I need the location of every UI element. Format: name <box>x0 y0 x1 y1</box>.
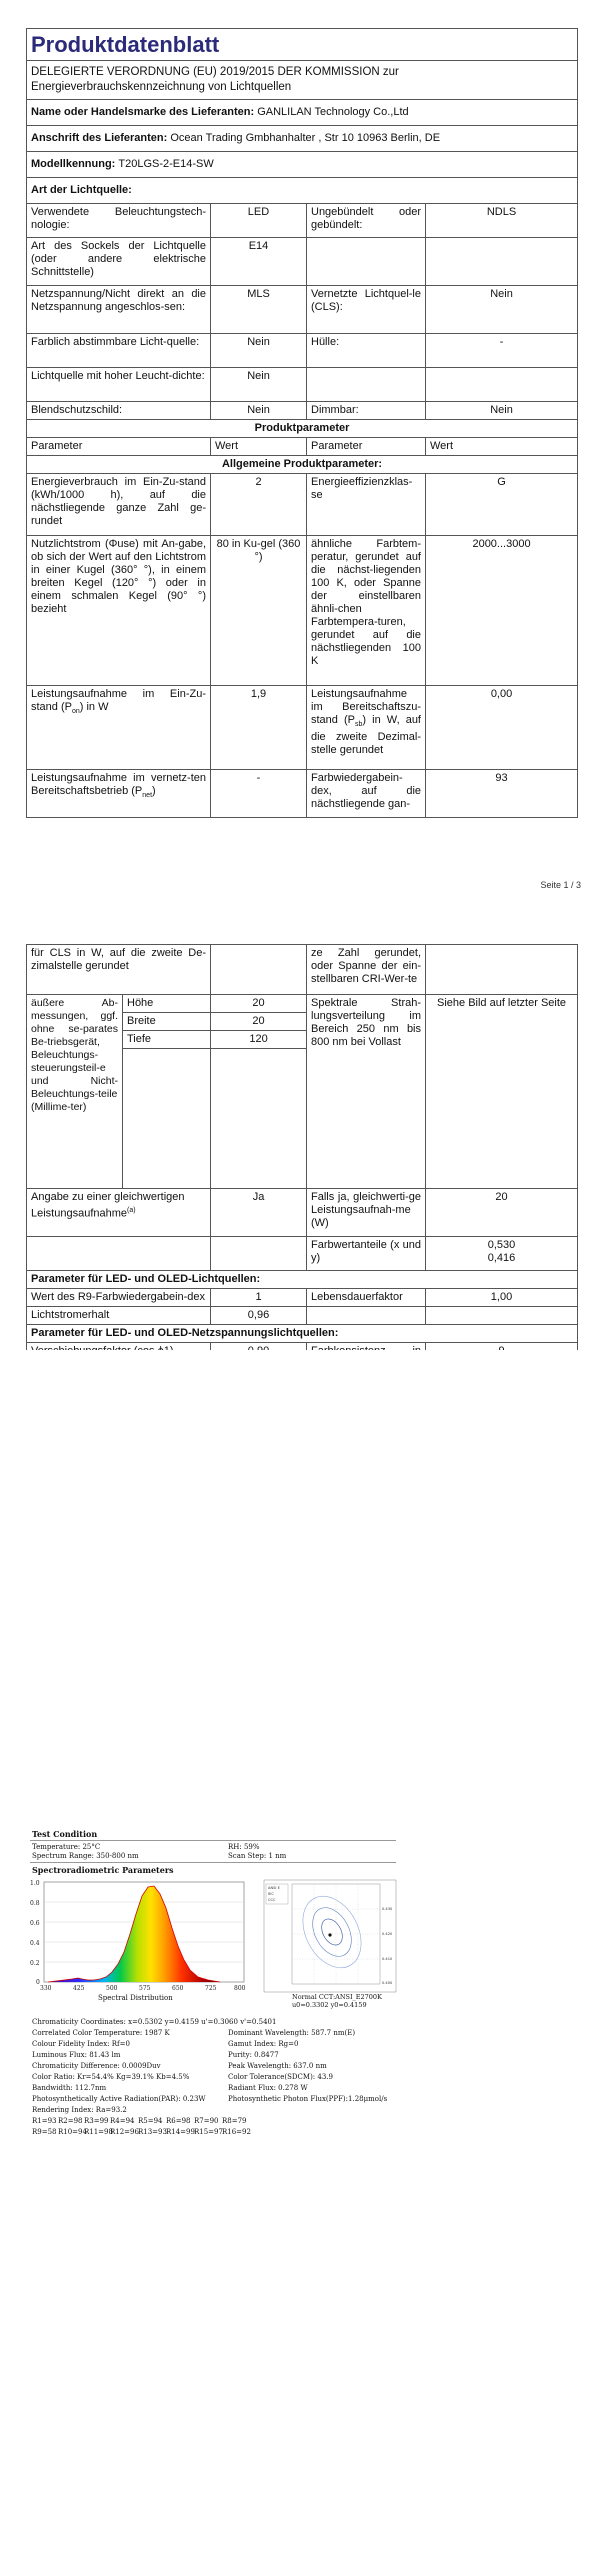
y-tick: 0 <box>36 1979 40 1986</box>
temperature: Temperature: 25°C <box>32 1843 101 1851</box>
r9-label: Wert des R9-Farbwiedergabein-dex <box>27 1289 211 1307</box>
energy-value: 2 <box>211 474 307 536</box>
r-value: R15=97 <box>194 2128 223 2136</box>
divider <box>30 1840 396 1841</box>
r-value: R1=93 <box>32 2117 57 2125</box>
x-tick: 800 <box>234 1985 246 1992</box>
y-tick: 0.4 <box>30 1940 40 1947</box>
r-value: R4=94 <box>110 2117 135 2125</box>
x-tick: 425 <box>73 1985 85 1992</box>
document-title: Produktdatenblatt <box>27 29 578 61</box>
antiglare-value: Nein <box>211 402 307 420</box>
address-row <box>27 126 578 152</box>
cap-value: E14 <box>211 238 307 286</box>
divider <box>30 1862 396 1863</box>
measured-point <box>328 1933 331 1936</box>
tech-label: Verwendete Beleuchtungstech-nologie: <box>27 204 211 238</box>
fidelity-index: Colour Fidelity Index: Rf=0 <box>32 2040 130 2048</box>
equiv-power-value: 20 <box>426 1189 578 1237</box>
type-header: Art der Lichtquelle: <box>27 178 578 204</box>
envelope-label: Hülle: <box>307 334 426 368</box>
cri-label: Farbwiedergabein-dex, auf die nächstliegende gan- <box>307 770 426 818</box>
tech-value: LED <box>211 204 307 238</box>
dims-label: äußere Ab-messungen, ggf. ohne se-parates Be-triebsgerät, Beleuchtungs-steuerungsteil-e und Nicht-Beleuchtungs-teile (Millime-ter) <box>27 995 123 1189</box>
model-label: Modellkennung: <box>31 158 116 170</box>
dimmable-value: Nein <box>426 402 578 420</box>
spectral-value: Siehe Bild auf letzter Seite <box>426 995 578 1189</box>
chromaticity-difference: Chromaticity Difference: 0.0009Duv <box>32 2062 161 2070</box>
envelope-value: - <box>426 334 578 368</box>
y-tick: 0.420 <box>382 1932 393 1936</box>
r-value: R7=90 <box>194 2117 219 2125</box>
x-tick: 330 <box>40 1985 52 1992</box>
peak-wavelength: Peak Wavelength: 637.0 nm <box>228 2062 327 2070</box>
ppf: Photosynthetic Photon Flux(PPF):1.28μmol/s <box>228 2095 388 2103</box>
cri-value: 93 <box>426 770 578 818</box>
cie-caption-1: Normal CCT:ANSI_E2700K <box>292 1993 382 2001</box>
page-3-test-report <box>0 1350 603 2560</box>
supplier-label: Name oder Handelsmarke des Lieferanten: <box>31 106 255 118</box>
energy-class-label: Energieeffizienzklas-se <box>307 474 426 536</box>
bandwidth: Bandwidth: 112.7nm <box>32 2084 107 2092</box>
y-tick: 0.2 <box>30 1960 40 1967</box>
dim-name-height: Höhe <box>123 995 211 1013</box>
rendering-index: Rendering Index: Ra=93.2 <box>32 2106 127 2114</box>
energy-label: Energieverbrauch im Ein-Zu-stand (kWh/1000 h), auf die nächstliegende ganze Zahl ge-rundet <box>27 474 211 536</box>
chroma-value: 0,530 0,416 <box>426 1237 578 1271</box>
r-value: R3=99 <box>84 2117 109 2125</box>
empty-cell <box>426 238 578 286</box>
y-tick: 1.0 <box>30 1880 40 1887</box>
dominant-wavelength: Dominant Wavelength: 587.7 nm(E) <box>228 2029 356 2037</box>
x-tick: 500 <box>106 1985 118 1992</box>
col-header-parameter: Parameter <box>27 438 211 456</box>
life-label: Lebensdauerfaktor <box>307 1289 426 1307</box>
energy-class-value: G <box>426 474 578 536</box>
y-tick: 0.400 <box>382 1981 393 1985</box>
model-row <box>27 152 578 178</box>
color-ratio: Color Ratio: Kr=54.4% Kg=39.1% Kb=4.5% <box>32 2073 190 2081</box>
dim-value-depth: 120 <box>211 1031 307 1049</box>
r-value: R2=98 <box>58 2117 83 2125</box>
spectral-label: Spektrale Strah-lungsverteilung im Bereich 250 nm bis 800 nm bei Vollast <box>307 995 426 1189</box>
model-value: T20LGS-2-E14-SW <box>118 158 214 170</box>
r-value: R16=92 <box>222 2128 251 2136</box>
empty-cell <box>426 368 578 402</box>
r-value: R9=58 <box>32 2128 57 2136</box>
high-luminance-label: Lichtquelle mit hoher Leucht-dichte: <box>27 368 211 402</box>
tunable-value: Nein <box>211 334 307 368</box>
life-value: 1,00 <box>426 1289 578 1307</box>
y-tick: 0.8 <box>30 1900 40 1907</box>
dim-name-depth: Tiefe <box>123 1031 211 1049</box>
cct: Correlated Color Temperature: 1987 K <box>32 2029 170 2037</box>
equiv-value: Ja <box>211 1189 307 1237</box>
x-tick: 725 <box>205 1985 217 1992</box>
pon-value: 1,9 <box>211 686 307 770</box>
test-condition-heading: Test Condition <box>32 1829 98 1839</box>
led-params-header: Parameter für LED- und OLED-Lichtquellen: <box>27 1271 578 1289</box>
r-value: R10=94 <box>58 2128 87 2136</box>
pnet-value: - <box>211 770 307 818</box>
y-tick: 0.430 <box>382 1907 393 1911</box>
regulation-text: DELEGIERTE VERORDNUNG (EU) 2019/2015 DER KOMMISSION zur Energieverbrauchskennzeichnung von Lichtquellen <box>27 61 578 100</box>
chroma-label: Farbwertanteile (x und y) <box>307 1237 426 1271</box>
legend-item: ANSI E <box>268 1886 280 1890</box>
pon-label: Leistungsaufnahme im Ein-Zu-stand $(P_{on})$ in W <box>27 686 211 770</box>
supplier-value: GANLILAN Technology Co.,Ltd <box>257 106 409 118</box>
purity: Purity: 0.8477 <box>228 2051 279 2059</box>
relative-humidity: RH: 59% <box>228 1843 260 1851</box>
color-tolerance: Color Tolerance(SDCM): 43.9 <box>228 2073 333 2081</box>
product-datasheet-table <box>26 28 578 818</box>
y-tick: 0.6 <box>30 1920 40 1927</box>
chromaticity-coordinates: Chromaticity Coordinates: x=0.5302 y=0.4159 u'=0.3060 v'=0.5401 <box>32 2018 277 2026</box>
col-header-value: Wert <box>426 438 578 456</box>
spd-x-ticks <box>40 1985 246 1992</box>
directional-label: Ungebündelt oder gebündelt: <box>307 204 426 238</box>
radiant-flux: Radiant Flux: 0.278 W <box>228 2084 308 2092</box>
address-value: Ocean Trading Gmbhanhalter , Str 10 10963 Berlin, DE <box>170 132 441 144</box>
supplier-row <box>27 100 578 126</box>
legend-item: IEC <box>268 1892 274 1896</box>
page-1 <box>0 0 603 890</box>
cls-label: Vernetzte Lichtquel-le (CLS): <box>307 286 426 334</box>
general-params-header: Allgemeine Produktparameter: <box>27 456 578 474</box>
address-label: Anschrift des Lieferanten: <box>31 132 168 144</box>
y-tick: 0.410 <box>382 1957 393 1961</box>
cont-right: ze Zahl gerundet, oder Spanne der ein-stellbaren CRI-Wer-te <box>307 945 426 995</box>
empty-cell <box>307 238 426 286</box>
empty-cell <box>307 368 426 402</box>
cie-caption-2: u0=0.3302 y0=0.4159 <box>292 2001 367 2009</box>
legend-item: CCC <box>268 1898 276 1902</box>
r-value: R14=99 <box>166 2128 195 2136</box>
mains-label: Netzspannung/Nicht direkt an die Netzspannung angeschlos-sen: <box>27 286 211 334</box>
r-value: R11=98 <box>84 2128 113 2136</box>
col-header-value: Wert <box>211 438 307 456</box>
cap-label: Art des Sockels der Lichtquelle (oder andere elektrische Schnittstelle) <box>27 238 211 286</box>
r-value: R6=98 <box>166 2117 191 2125</box>
psb-value: 0,00 <box>426 686 578 770</box>
x-tick: 575 <box>139 1985 151 1992</box>
cont-left: für CLS in W, auf die zweite De-zimalstelle gerundet <box>27 945 211 995</box>
equiv-power-label: Falls ja, gleichwerti-ge Leistungsaufnah-me (W) <box>307 1189 426 1237</box>
cct-value: 2000...3000 <box>426 536 578 686</box>
r-value: R5=94 <box>138 2117 163 2125</box>
cls-value: Nein <box>426 286 578 334</box>
luminous-flux: Luminous Flux: 81.43 lm <box>32 2051 121 2059</box>
spectrum-range: Spectrum Range: 350-800 nm <box>32 1852 139 1860</box>
r-value: R8=79 <box>222 2117 247 2125</box>
scan-step: Scan Step: 1 nm <box>228 1852 287 1860</box>
par: Photosynthetically Active Radiation(PAR): 0.23W <box>32 2095 206 2103</box>
maint-label: Lichtstromerhalt <box>27 1307 211 1325</box>
psb-label: Leistungsaufnahme im Bereitschaftszu-stand $(P_{sb})$ in W, auf die zweite Dezimal-stelle gerundet <box>307 686 426 770</box>
spd-caption: Spectral Distribution <box>98 1994 173 2002</box>
spd-y-ticks <box>30 1880 40 1986</box>
maint-value: 0,96 <box>211 1307 307 1325</box>
pnet-label: Leistungsaufnahme im vernetz-ten Bereitschaftsbetrieb $(P_{net})$ <box>27 770 211 818</box>
page-number: Seite 1 / 3 <box>540 880 581 890</box>
col-header-parameter: Parameter <box>307 438 426 456</box>
gamut-index: Gamut Index: Rg=0 <box>228 2040 299 2048</box>
spectral-distribution-chart <box>28 1878 258 1998</box>
antiglare-label: Blendschutzschild: <box>27 402 211 420</box>
dim-value-height: 20 <box>211 995 307 1013</box>
flux-label: Nutzlichtstrom (Φuse) mit An-gabe, ob sich der Wert auf den Lichtstrom in einer Kugel (360° °), in einem breiten Kegel (120° °) oder in einem schmalen Kegel (90° °) bezieht <box>27 536 211 686</box>
params-header: Produktparameter <box>27 420 578 438</box>
tunable-label: Farblich abstimmbare Licht-quelle: <box>27 334 211 368</box>
dim-value-width: 20 <box>211 1013 307 1031</box>
mains-value: MLS <box>211 286 307 334</box>
flux-value: 80 in Ku-gel (360 °) <box>211 536 307 686</box>
dim-name-width: Breite <box>123 1013 211 1031</box>
high-luminance-value: Nein <box>211 368 307 402</box>
spectro-title: Spectroradiometric Parameters <box>32 1865 174 1875</box>
x-tick: 650 <box>172 1985 184 1992</box>
mains-params-header: Parameter für LED- und OLED-Netzspannungslichtquellen: <box>27 1325 578 1343</box>
r-value: R13=93 <box>138 2128 167 2136</box>
r9-value: 1 <box>211 1289 307 1307</box>
directional-value: NDLS <box>426 204 578 238</box>
r-value: R12=96 <box>110 2128 139 2136</box>
dimmable-label: Dimmbar: <box>307 402 426 420</box>
chromaticity-chart <box>262 1878 398 1994</box>
cct-label: ähnliche Farbtem-peratur, gerundet auf die nächst-liegenden 100 K, oder Spanne der einstellbaren ähnli-chen Farbtempera-turen, gerundet auf die nächstliegenden 100 K <box>307 536 426 686</box>
equiv-label: Angabe zu einer gleichwertigen Leistungsaufnahme$^{(a)}$ <box>27 1189 211 1237</box>
